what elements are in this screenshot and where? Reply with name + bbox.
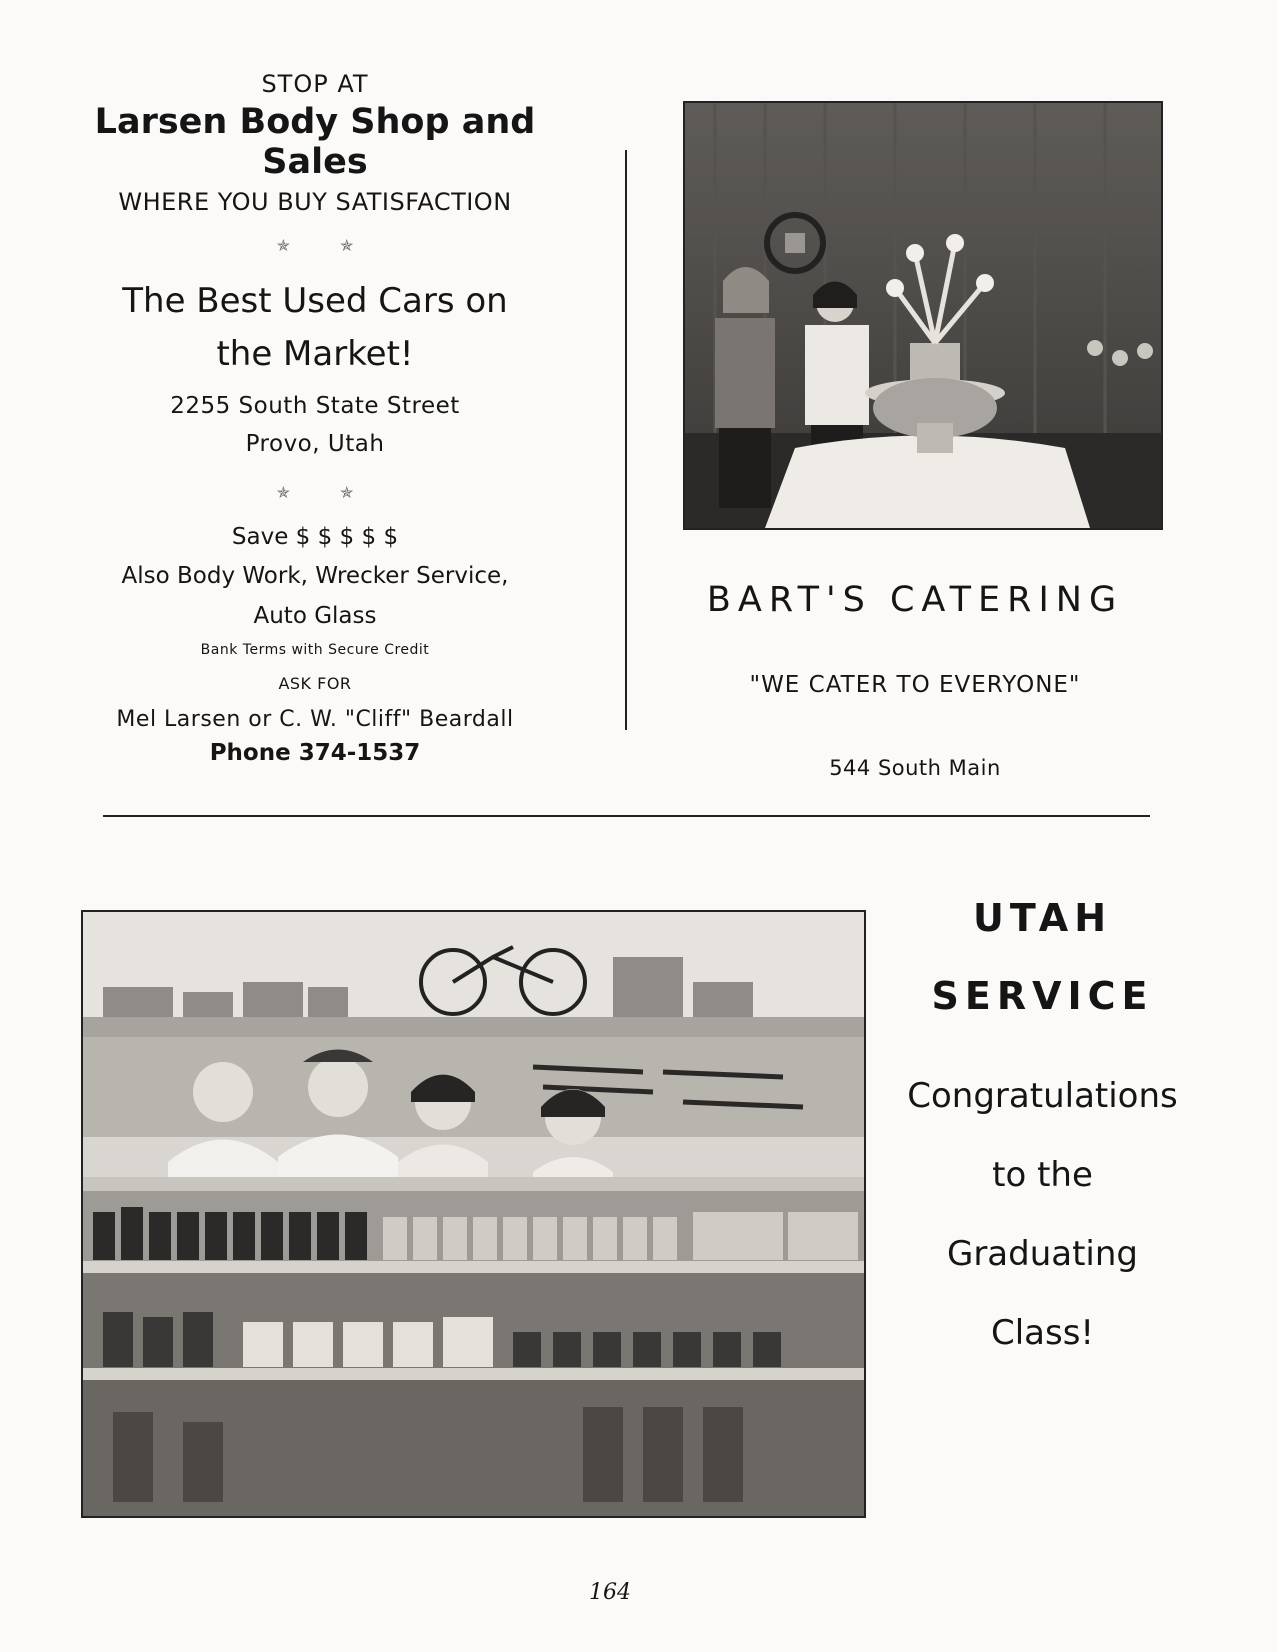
congrats-line-1: Congratulations [907, 1076, 1178, 1116]
star-ornament-icon: ✯✯ [276, 483, 404, 502]
barts-catering-address: 544 South Main [829, 756, 1001, 780]
utah-service-line-2: SERVICE [931, 974, 1154, 1018]
services-line-1: Also Body Work, Wrecker Service, [121, 563, 509, 589]
best-cars-line-2: the Market! [216, 334, 414, 374]
catering-photo [683, 101, 1163, 530]
congrats-line-3: Graduating [946, 1234, 1139, 1274]
congrats-line-4: Class! [990, 1313, 1095, 1353]
bank-terms: Bank Terms with Secure Credit [200, 642, 430, 658]
phone-number: Phone 374-1537 [209, 740, 421, 766]
star-ornament-icon: ✯✯ [276, 236, 404, 255]
barts-catering-name: BART'S CATERING [706, 580, 1124, 620]
save-line: Save $ $ $ $ $ [231, 524, 399, 550]
larsen-city: Provo, Utah [245, 431, 385, 457]
best-cars-line-1: The Best Used Cars on [122, 281, 508, 321]
services-line-2: Auto Glass [253, 603, 377, 629]
stop-at-text: STOP AT [261, 70, 369, 98]
ask-for: ASK FOR [278, 674, 352, 693]
larsen-tagline: WHERE YOU BUY SATISFACTION [118, 188, 512, 216]
page-number: 164 [589, 1580, 631, 1605]
larsen-ad [70, 70, 560, 766]
vertical-divider [625, 150, 627, 730]
store-photo [81, 910, 866, 1518]
contact-names: Mel Larsen or C. W. "Cliff" Beardall [116, 707, 514, 732]
congrats-line-2: to the [992, 1155, 1093, 1195]
barts-catering-slogan: "WE CATER TO EVERYONE" [749, 672, 1081, 698]
utah-service-line-1: UTAH [972, 896, 1113, 940]
horizontal-divider [103, 815, 1150, 817]
larsen-street: 2255 South State Street [170, 393, 460, 419]
utah-service-ad [880, 895, 1205, 1373]
larsen-business-name: Larsen Body Shop and Sales [94, 102, 536, 182]
